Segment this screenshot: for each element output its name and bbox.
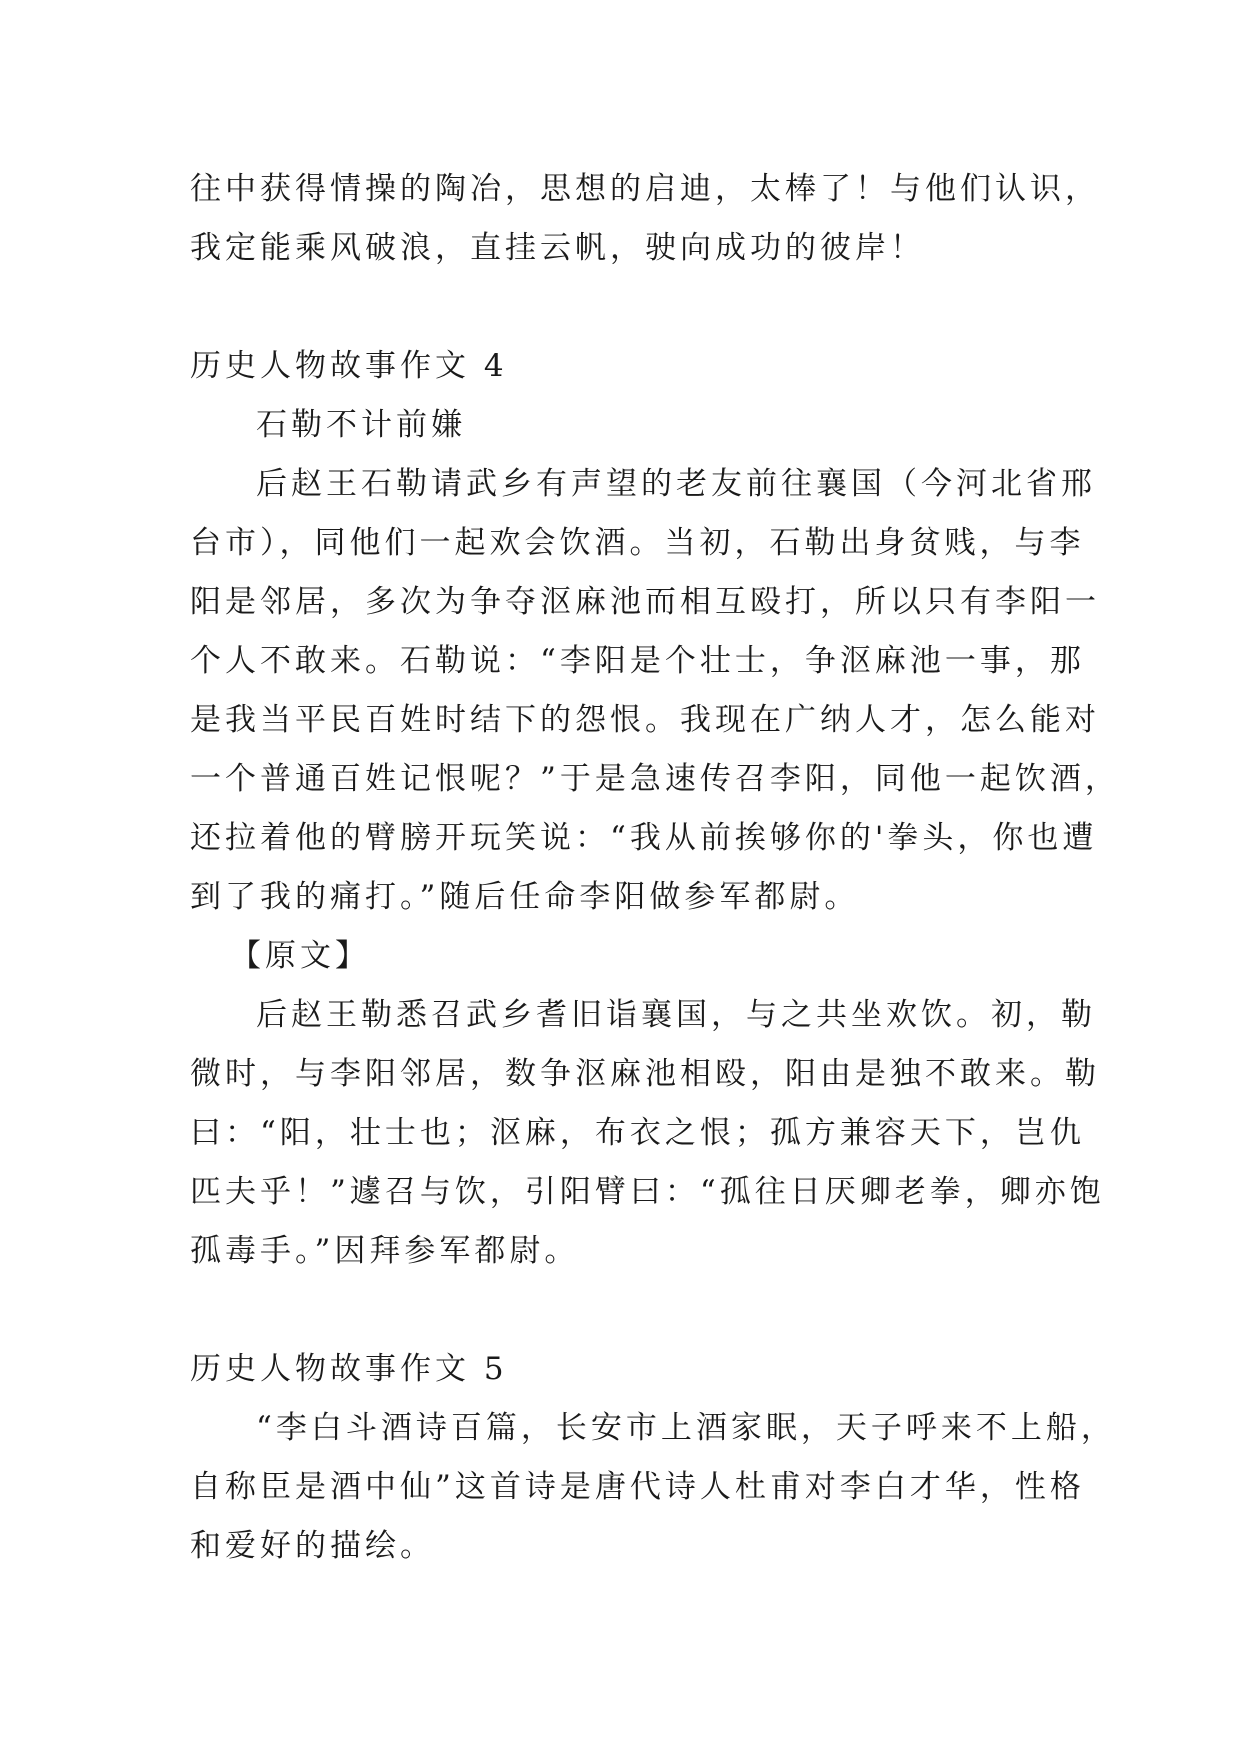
- section-5-line: 和爱好的描绘。: [190, 1528, 435, 1564]
- story-line: 后赵王石勒请武乡有声望的老友前往襄国（今河北省邢: [256, 466, 1096, 502]
- original-text-line: 曰：“阳，壮士也；沤麻，布衣之恨；孤方兼容天下，岂仇: [190, 1115, 1085, 1151]
- original-text-line: 孤毒手。”因拜参军都尉。: [190, 1233, 580, 1269]
- story-line: 个人不敢来。石勒说：“李阳是个壮士，争沤麻池一事，那: [190, 643, 1085, 679]
- story-line: 台市），同他们一起欢会饮酒。当初，石勒出身贫贱，与李: [190, 525, 1085, 561]
- document-body: [190, 160, 1120, 1576]
- section-5-line: 自称臣是酒中仙”这首诗是唐代诗人杜甫对李白才华，性格: [190, 1469, 1085, 1505]
- story-line: 到了我的痛打。”随后任命李阳做参军都尉。: [190, 879, 860, 915]
- intro-line: 我定能乘风破浪，直挂云帆，驶向成功的彼岸！: [190, 230, 925, 266]
- story-line: 一个普通百姓记恨呢？”于是急速传召李阳，同他一起饮酒，: [190, 761, 1120, 797]
- section-5-line: “李白斗酒诗百篇，长安市上酒家眠，天子呼来不上船，: [256, 1410, 1116, 1446]
- section-4-subtitle: 石勒不计前嫌: [256, 407, 466, 443]
- story-line: 阳是邻居，多次为争夺沤麻池而相互殴打，所以只有李阳一: [190, 584, 1100, 620]
- story-line: 是我当平民百姓时结下的怨恨。我现在广纳人才，怎么能对: [190, 702, 1100, 738]
- original-text-label: 【原文】: [230, 938, 370, 974]
- story-line: 还拉着他的臂膀开玩笑说：“我从前挨够你的'拳头，你也遭: [190, 820, 1098, 856]
- original-text-line: 微时，与李阳邻居，数争沤麻池相殴，阳由是独不敢来。勒: [190, 1056, 1100, 1092]
- section-4-heading: 历史人物故事作文 4: [190, 348, 508, 384]
- original-text-line: 匹夫乎！”遽召与饮，引阳臂曰：“孤往日厌卿老拳，卿亦饱: [190, 1174, 1105, 1210]
- section-5-heading: 历史人物故事作文 5: [190, 1351, 508, 1387]
- paragraph-gap: [190, 1281, 1060, 1340]
- intro-line: 往中获得情操的陶冶，思想的启迪，太棒了！与他们认识，: [190, 171, 1100, 207]
- original-text-line: 后赵王勒悉召武乡耆旧诣襄国，与之共坐欢饮。初，勒: [256, 997, 1096, 1033]
- paragraph-gap: [190, 278, 1060, 337]
